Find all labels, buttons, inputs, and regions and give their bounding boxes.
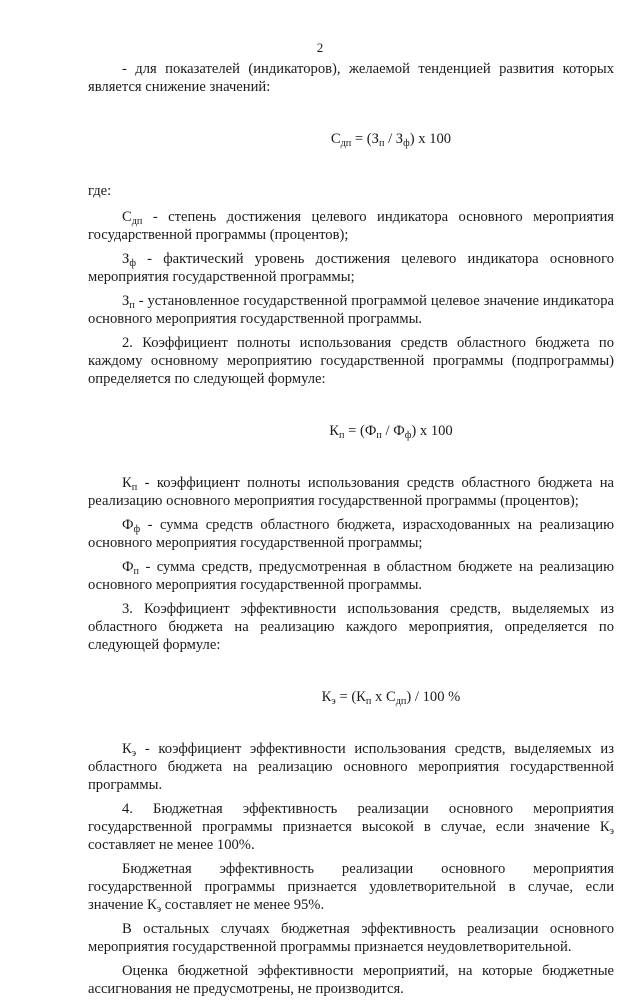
definition-ke: $К_э$ - коэффициент эффективности использования средств, выделяемых из областного бюджета на реализацию основного мероприятия государственной программы. bbox=[88, 741, 614, 793]
formula-achievement-degree: $С_{дп} = (З_п / З_ф)$ x 100 bbox=[330, 131, 452, 150]
intro-paragraph: - для показателей (индикаторов), желаемой тенденцией развития которых является снижение значений: bbox=[88, 61, 614, 95]
definition-fp: $Ф_п$ - сумма средств, предусмотренная в областном бюджете на реализацию основного мероприятия государственной программы. bbox=[88, 559, 614, 593]
definition-zf: $З_ф$ - фактический уровень достижения целевого индикатора основного мероприятия государственной программы; bbox=[88, 251, 614, 285]
formula-efficiency: $К_э = (К_п$ x $С_{дп}) / 100$ % bbox=[321, 689, 461, 708]
where-label: где: bbox=[88, 183, 112, 199]
definition-cdp: $С_{дп}$ - степень достижения целевого индикатора основного мероприятия государственной программы (процентов); bbox=[88, 209, 614, 243]
formula-completeness: $К_п = (Ф_п / Ф_ф)$ x 100 bbox=[329, 423, 453, 442]
definition-ff: $Ф_ф$ - сумма средств областного бюджета, израсходованных на реализацию основного мероприятия государственной программы; bbox=[88, 517, 614, 551]
paragraph-2: 2. Коэффициент полноты использования средств областного бюджета по каждому основному мероприятию государственной программы (подпрограммы) определяется по следующей формуле: bbox=[88, 335, 614, 387]
paragraph-7: Оценка бюджетной эффективности мероприятий, на которые бюджетные ассигнования не предусмотрены, не производится. bbox=[88, 963, 614, 997]
page-number: 2 bbox=[316, 40, 324, 55]
paragraph-4: 4. Бюджетная эффективность реализации основного мероприятия государственной программы признается высокой в случае, если значение $К_э$ составляет не менее 100%. bbox=[88, 801, 614, 853]
paragraph-5: Бюджетная эффективность реализации основного мероприятия государственной программы признается удовлетворительной в случае, если значение $К_э$ составляет не менее 95%. bbox=[88, 861, 614, 916]
paragraph-6: В остальных случаях бюджетная эффективность реализации основного мероприятия государственной программы признается неудовлетворительной. bbox=[88, 921, 614, 955]
document-body bbox=[88, 60, 614, 1004]
paragraph-3: 3. Коэффициент эффективности использования средств, выделяемых из областного бюджета на реализацию каждого мероприятия, определяется по следующей формуле: bbox=[88, 601, 614, 653]
definition-kp: $К_п$ - коэффициент полноты использования средств областного бюджета на реализацию основного мероприятия государственной программы (процентов); bbox=[88, 475, 614, 509]
definition-zp: $З_п$ - установленное государственной программой целевое значение индикатора основного мероприятия государственной программы. bbox=[88, 293, 614, 327]
